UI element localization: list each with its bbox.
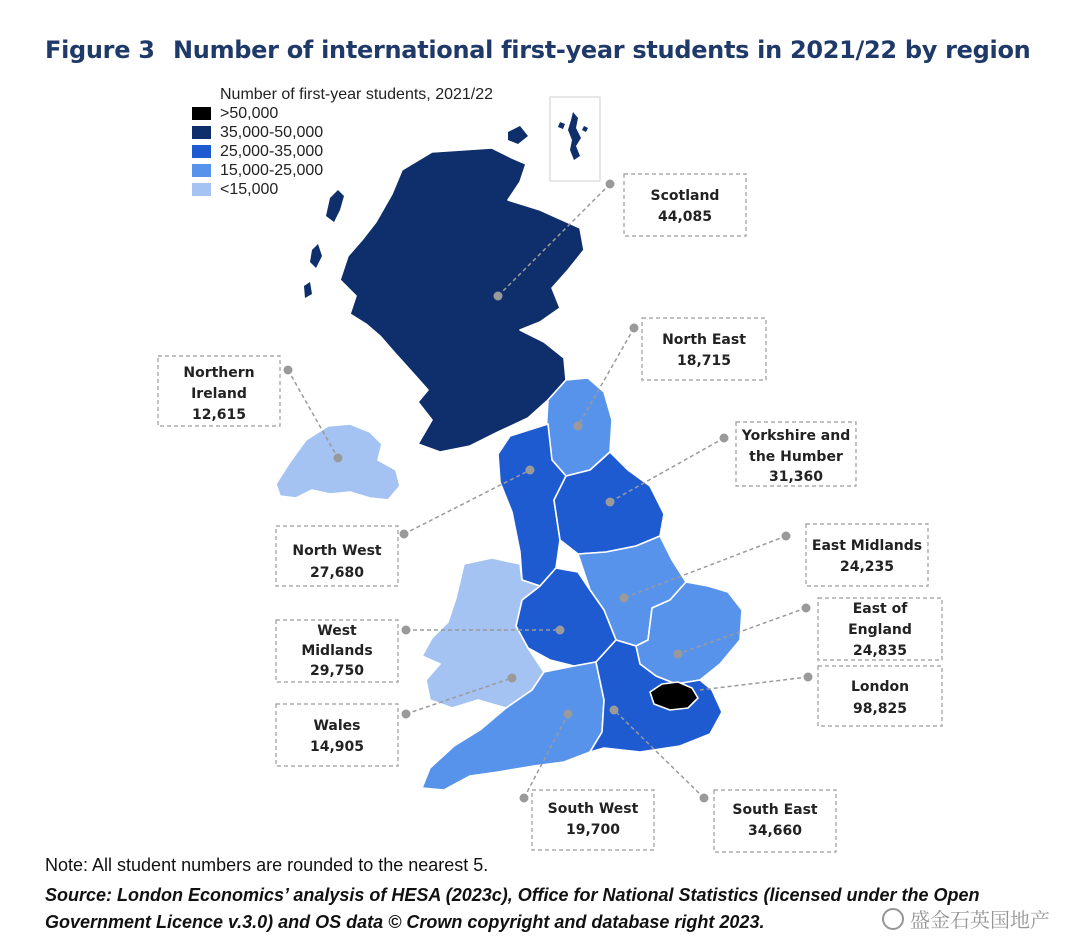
wechat-icon	[882, 908, 904, 930]
callout-value: 12,615	[191, 407, 247, 423]
leader-dot	[284, 366, 293, 375]
hebrides-islet	[310, 244, 322, 268]
callout-box	[806, 524, 928, 586]
callout-region-name: West	[317, 623, 357, 639]
leader-dot	[402, 626, 411, 635]
leader-dot	[782, 532, 791, 541]
legend-label: <15,000	[220, 180, 279, 198]
callout-north-west	[276, 526, 398, 586]
leader-dot	[610, 706, 619, 715]
callout-northern-ireland	[158, 356, 280, 426]
leader-dot	[400, 530, 409, 539]
hebrides-islet	[304, 282, 312, 298]
callout-south-east	[714, 790, 836, 852]
leader-dot	[700, 794, 709, 803]
leader-dot	[720, 434, 729, 443]
callout-south-west	[532, 790, 654, 850]
leader-dot	[564, 710, 573, 719]
callout-region-name: Scotland	[650, 188, 720, 204]
callout-value: 14,905	[309, 739, 365, 755]
callout-value: 24,835	[852, 643, 908, 659]
leader-dot	[508, 674, 517, 683]
callout-region-name: England	[848, 622, 912, 638]
legend-label: 35,000-50,000	[220, 123, 324, 141]
figure-note: Note: All student numbers are rounded to the nearest 5.	[45, 855, 489, 875]
callout-london	[818, 666, 942, 726]
callout-value: 44,085	[657, 209, 713, 225]
callout-yorkshire	[736, 422, 856, 486]
callout-value: 27,680	[309, 565, 365, 581]
callout-east-of-england	[818, 598, 942, 660]
leader-dot	[402, 710, 411, 719]
callout-value: 24,235	[839, 559, 895, 575]
callout-box	[532, 790, 654, 850]
figure-number: Figure 3	[45, 36, 155, 64]
leader-dot	[674, 650, 683, 659]
callout-value: 98,825	[852, 701, 908, 717]
callout-value: 31,360	[768, 469, 824, 485]
leader-dot	[620, 594, 629, 603]
callout-region-name: Yorkshire and	[741, 428, 851, 444]
leader-dot	[606, 180, 615, 189]
callout-region-name: South East	[732, 802, 818, 818]
callout-box	[276, 704, 398, 766]
leader-line	[700, 677, 808, 690]
callout-value: 29,750	[309, 663, 365, 679]
legend-title: Number of first-year students, 2021/22	[220, 86, 494, 103]
callout-box	[818, 666, 942, 726]
leader-dot	[802, 604, 811, 613]
leader-dot	[556, 626, 565, 635]
watermark-text: 盛金石英国地产	[910, 908, 1050, 932]
leader-dot	[526, 466, 535, 475]
callout-region-name: the Humber	[749, 449, 843, 465]
callout-wales	[276, 704, 398, 766]
legend-label: 15,000-25,000	[220, 161, 324, 179]
figure-source: Source: London Economics’ analysis of HESA (2023c), Office for National Statistics (licensed under the Open Government Licence v.3.0) and OS data © Crown copyright and database right 2023.	[45, 885, 980, 932]
figure-title-text: Number of international first-year students in 2021/22 by region	[173, 36, 1031, 64]
callout-region-name: South West	[547, 801, 639, 817]
callout-region-name: Ireland	[191, 386, 247, 402]
watermark	[882, 904, 1050, 933]
callout-box	[642, 318, 766, 380]
leader-dot	[606, 498, 615, 507]
legend-label: 25,000-35,000	[220, 142, 324, 160]
callout-value: 34,660	[747, 823, 803, 839]
outer-hebrides	[326, 190, 344, 222]
leader-dot	[494, 292, 503, 301]
callout-west-midlands	[276, 620, 398, 682]
leader-dot	[804, 673, 813, 682]
callout-region-name: Midlands	[301, 643, 373, 659]
callout-scotland	[624, 174, 746, 236]
leader-dot	[520, 794, 529, 803]
legend-label: >50,000	[220, 104, 279, 122]
callout-box	[714, 790, 836, 852]
leader-dot	[630, 324, 639, 333]
callout-east-midlands	[806, 524, 928, 586]
callout-region-name: East of	[852, 601, 908, 617]
callout-region-name: Wales	[313, 718, 361, 734]
leader-dot	[334, 454, 343, 463]
leader-dot	[574, 422, 583, 431]
callout-region-name: London	[850, 679, 910, 695]
callout-region-name: East Midlands	[811, 538, 923, 554]
callout-north-east	[642, 318, 766, 380]
callout-region-name: North East	[662, 332, 746, 348]
callout-box	[624, 174, 746, 236]
callout-region-name: North West	[292, 543, 382, 559]
callout-value: 19,700	[565, 822, 621, 838]
callout-region-name: Northern	[183, 365, 255, 381]
callout-value: 18,715	[676, 353, 732, 369]
orkney-islands	[508, 126, 528, 144]
